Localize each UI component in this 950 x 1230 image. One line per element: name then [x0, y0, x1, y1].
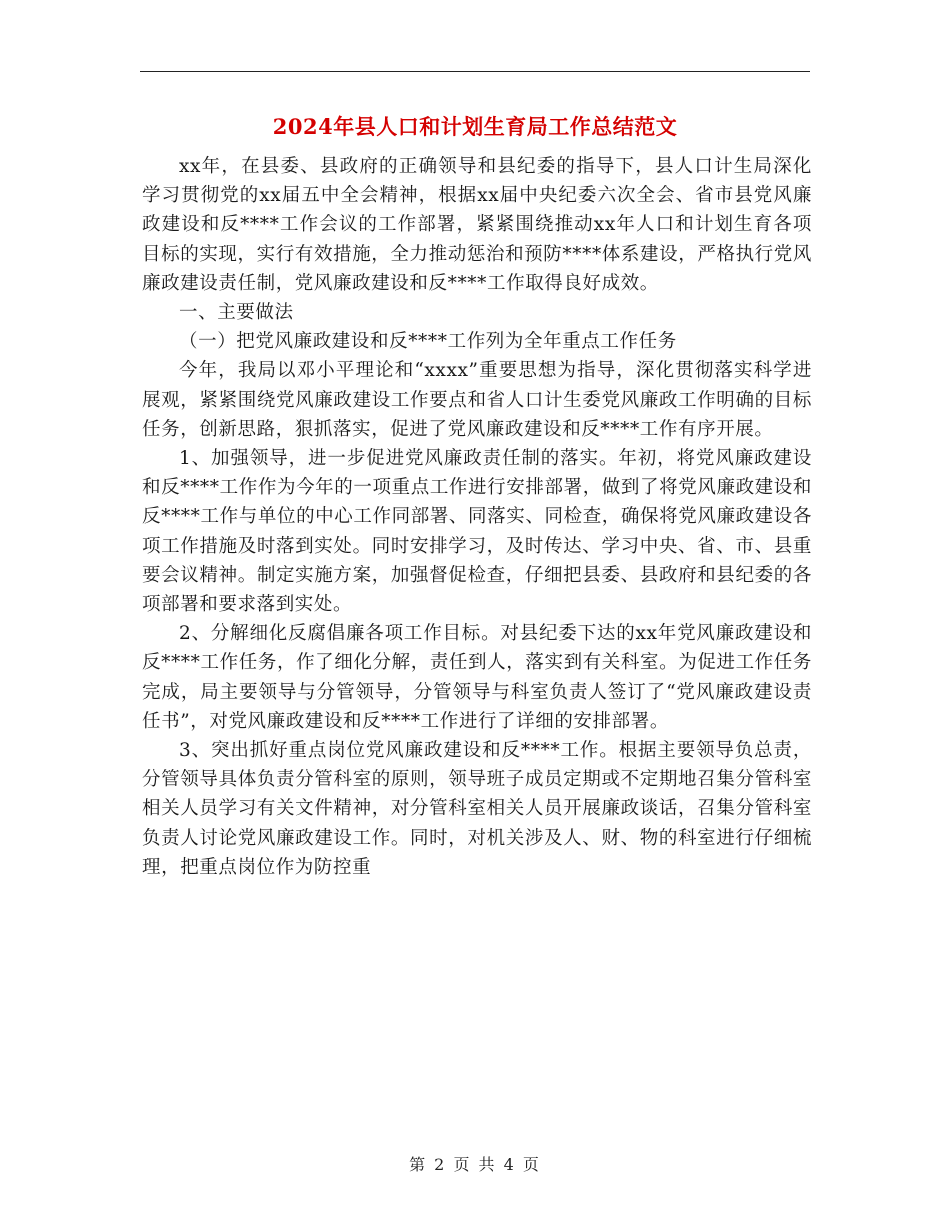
header-rule	[140, 71, 810, 72]
paragraph-this-year: 今年，我局以邓小平理论和“xxxx”重要思想为指导，深化贯彻落实科学进展观，紧紧围绕党风廉政建设工作要点和省人口计生委党风廉政工作明确的目标任务，创新思路，狠抓落实，促进了党风廉政建设和反****工作有序开展。	[142, 360, 812, 440]
paragraph-item-2: 2、分解细化反腐倡廉各项工作目标。对县纪委下达的xx年党风廉政建设和反****工作任务，作了细化分解，责任到人，落实到有关科室。为促进工作任务完成，局主要领导与分管领导，分管领导与科室负责人签订了“党风廉政建设责任书”，对党风廉政建设和反****工作进行了详细的安排部署。	[142, 623, 812, 732]
page-number-footer: 第 2 页 共 4 页	[409, 1155, 541, 1174]
paragraph-item-3: 3、突出抓好重点岗位党风廉政建设和反****工作。根据主要领导负总责，分管领导具体负责分管科室的原则，领导班子成员定期或不定期地召集分管科室相关人员学习有关文件精神，对分管科室相关人员开展廉政谈话，召集分管科室负责人讨论党风廉政建设工作。同时，对机关涉及人、财、物的科室进行仔细梳理，把重点岗位作为防控重	[142, 740, 812, 878]
document-body	[142, 152, 812, 882]
document-title: 2024年县人口和计划生育局工作总结范文	[272, 114, 678, 139]
paragraph-item-1: 1、加强领导，进一步促进党风廉政责任制的落实。年初，将党风廉政建设和反****工作作为今年的一项重点工作进行安排部署，做到了将党风廉政建设和反****工作与单位的中心工作同部署、同落实、同检查，确保将党风廉政建设各项工作措施及时落到实处。同时安排学习，及时传达、学习中央、省、市、县重要会议精神。制定实施方案，加强督促检查，仔细把县委、县政府和县纪委的各项部署和要求落到实处。	[142, 448, 812, 616]
paragraph-intro: xx年，在县委、县政府的正确领导和县纪委的指导下，县人口计生局深化学习贯彻党的xx届五中全会精神，根据xx届中央纪委六次全会、省市县党风廉政建设和反****工作会议的工作部署，紧紧围绕推动xx年人口和计划生育各项目标的实现，实行有效措施，全力推动惩治和预防****体系建设，严格执行党风廉政建设责任制，党风廉政建设和反****工作取得良好成效。	[142, 156, 812, 294]
section-heading-main-methods: 一、主要做法	[179, 302, 294, 324]
subsection-heading-1: （一）把党风廉政建设和反****工作列为全年重点工作任务	[179, 331, 677, 353]
